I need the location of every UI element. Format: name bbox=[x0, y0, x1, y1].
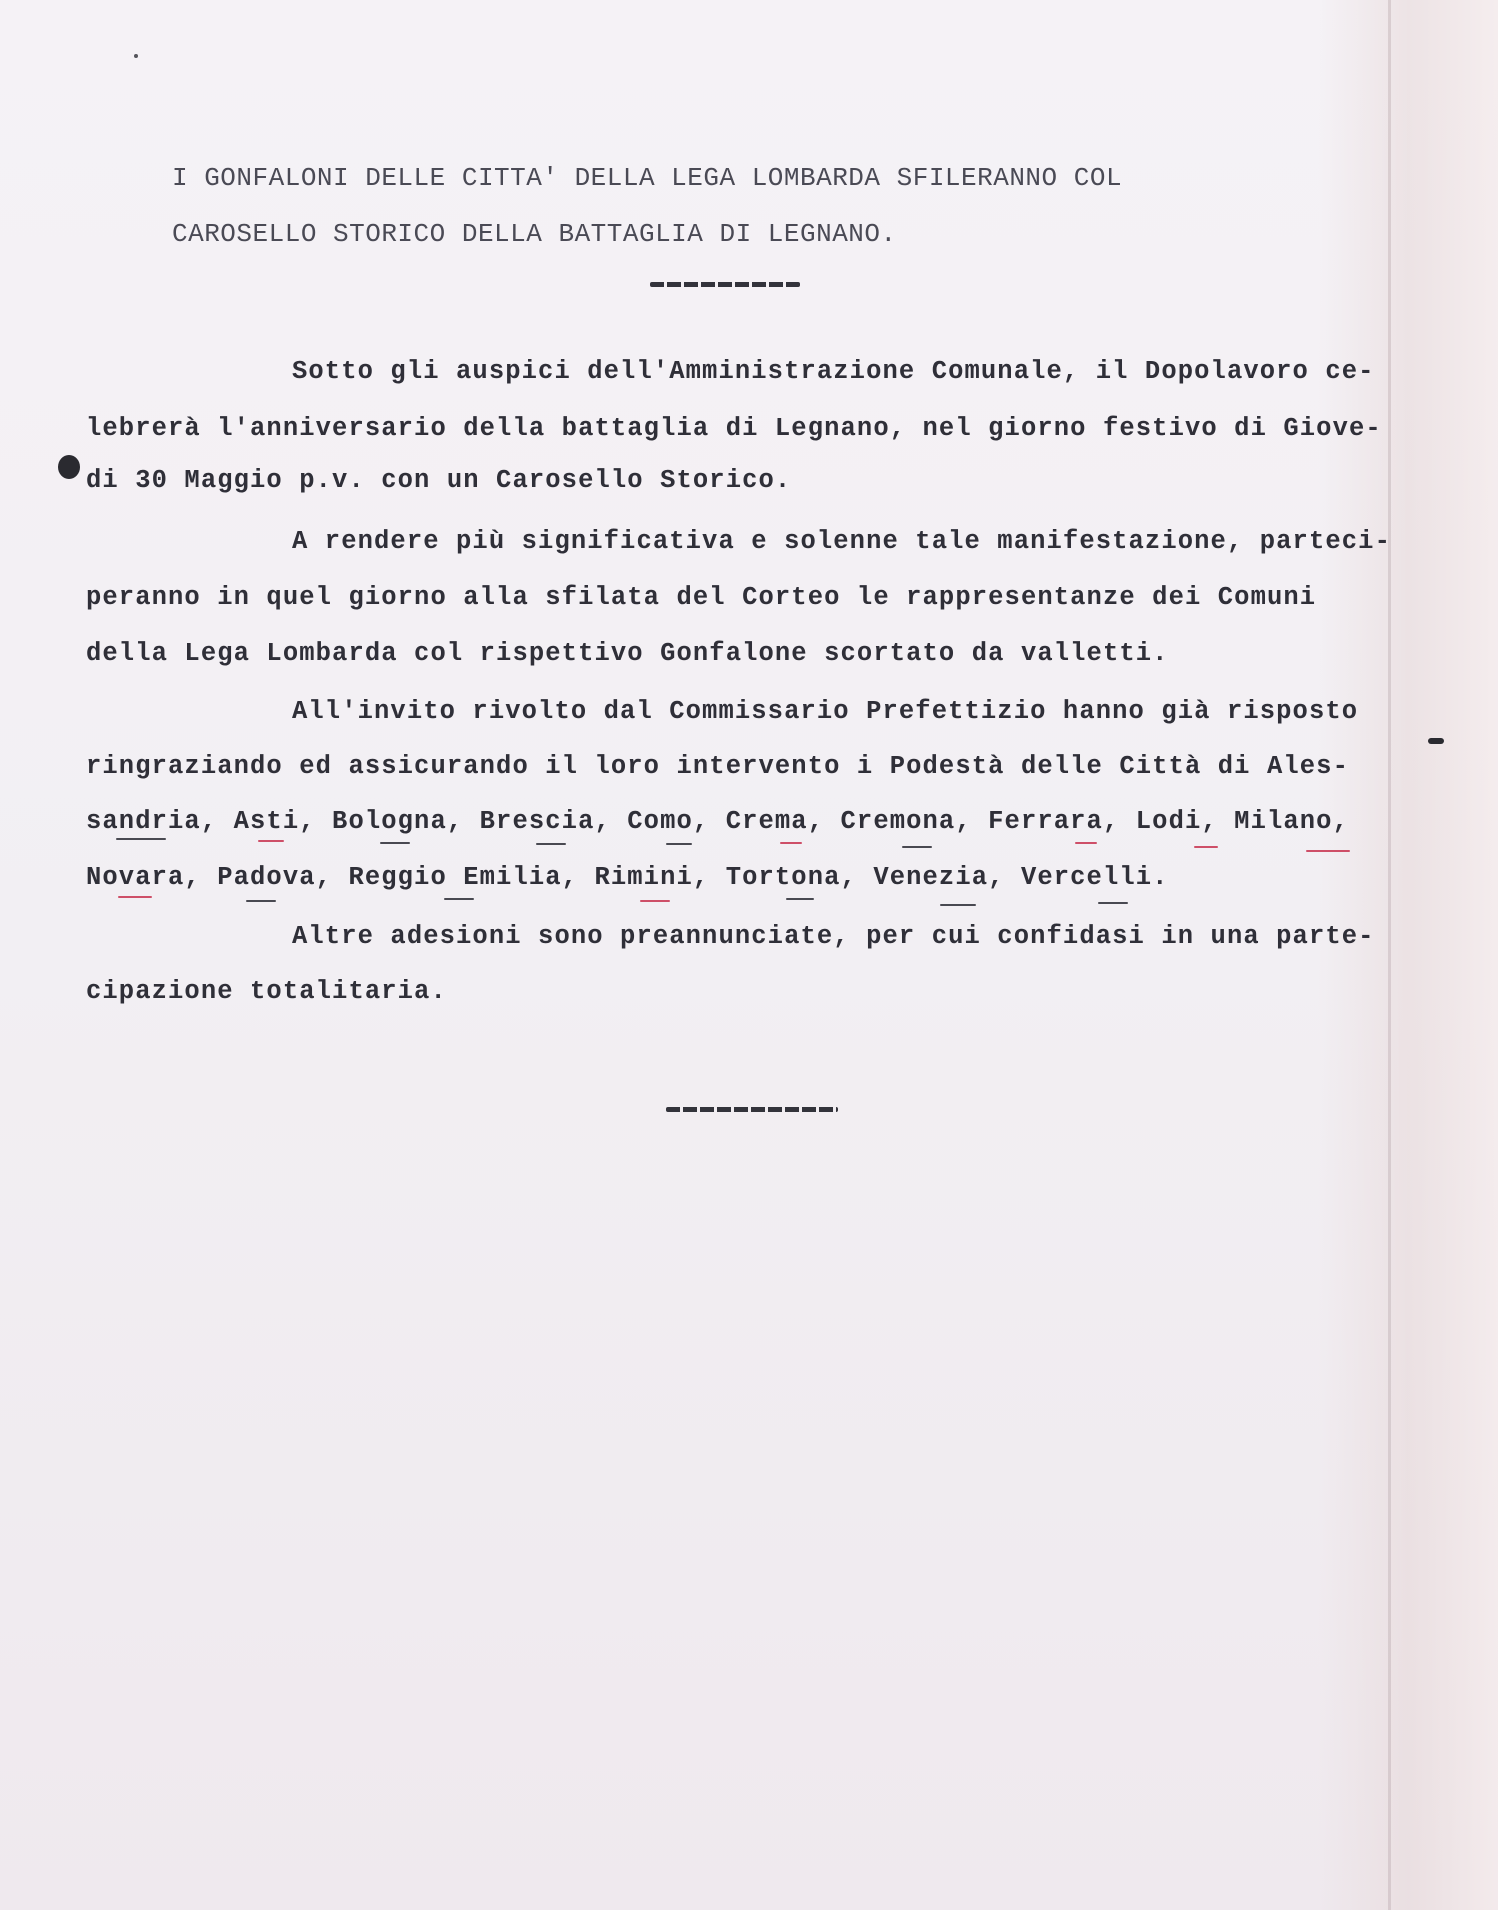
underline-padova bbox=[246, 900, 276, 902]
body-line-10: Novara, Padova, Reggio Emilia, Rimini, Tortona, Venezia, Vercelli. bbox=[86, 863, 1169, 892]
underline-cremona bbox=[902, 846, 932, 848]
body-line-2: lebrerà l'anniversario della battaglia di Legnano, nel giorno festivo di Giove- bbox=[86, 414, 1382, 443]
body-line-6: della Lega Lombarda col rispettivo Gonfalone scortato da valletti. bbox=[86, 639, 1169, 668]
underline-vercelli bbox=[1098, 902, 1128, 904]
ink-speck bbox=[134, 54, 138, 58]
title-line-2: CAROSELLO STORICO DELLA BATTAGLIA DI LEGNANO. bbox=[172, 219, 897, 249]
body-line-8: ringraziando ed assicurando il loro intervento i Podestà delle Città di Ales- bbox=[86, 752, 1349, 781]
body-line-7: All'invito rivolto dal Commissario Prefettizio hanno già risposto bbox=[292, 697, 1359, 726]
document-title bbox=[172, 150, 1122, 262]
body-line-5: peranno in quel giorno alla sfilata del Corteo le rappresentanze dei Comuni bbox=[86, 583, 1317, 612]
underline-tortona bbox=[786, 898, 814, 900]
underline-rimini bbox=[640, 900, 670, 902]
body-line-3: di 30 Maggio p.v. con un Carosello Storico. bbox=[86, 466, 792, 495]
underline-sandria bbox=[116, 838, 166, 840]
underline-brescia bbox=[536, 843, 566, 845]
ink-blot-mark bbox=[58, 455, 80, 479]
title-line-1: I GONFALONI DELLE CITTA' DELLA LEGA LOMBARDA SFILERANNO COL bbox=[172, 163, 1123, 193]
paper-edge bbox=[1388, 0, 1391, 1910]
end-separator bbox=[666, 1107, 838, 1112]
title-separator bbox=[650, 282, 800, 287]
ink-mark-margin bbox=[1428, 738, 1444, 744]
underline-novara bbox=[118, 896, 152, 898]
body-line-11: Altre adesioni sono preannunciate, per cui confidasi in una parte- bbox=[292, 922, 1375, 951]
underline-milano bbox=[1306, 850, 1350, 852]
body-line-9: sandria, Asti, Bologna, Brescia, Como, Crema, Cremona, Ferrara, Lodi, Milano, bbox=[86, 807, 1349, 836]
underline-crema bbox=[780, 842, 802, 844]
underline-venezia bbox=[940, 904, 976, 906]
underline-como bbox=[666, 843, 692, 845]
underline-reggio bbox=[444, 898, 474, 900]
underline-ferrara bbox=[1075, 842, 1097, 844]
body-line-1: Sotto gli auspici dell'Amministrazione Comunale, il Dopolavoro ce- bbox=[292, 357, 1375, 386]
body-line-4: A rendere più significativa e solenne tale manifestazione, parteci- bbox=[292, 527, 1391, 556]
underline-bologna bbox=[380, 842, 410, 844]
body-line-12: cipazione totalitaria. bbox=[86, 977, 447, 1006]
underline-lodi bbox=[1194, 846, 1218, 848]
underline-asti bbox=[258, 840, 284, 842]
